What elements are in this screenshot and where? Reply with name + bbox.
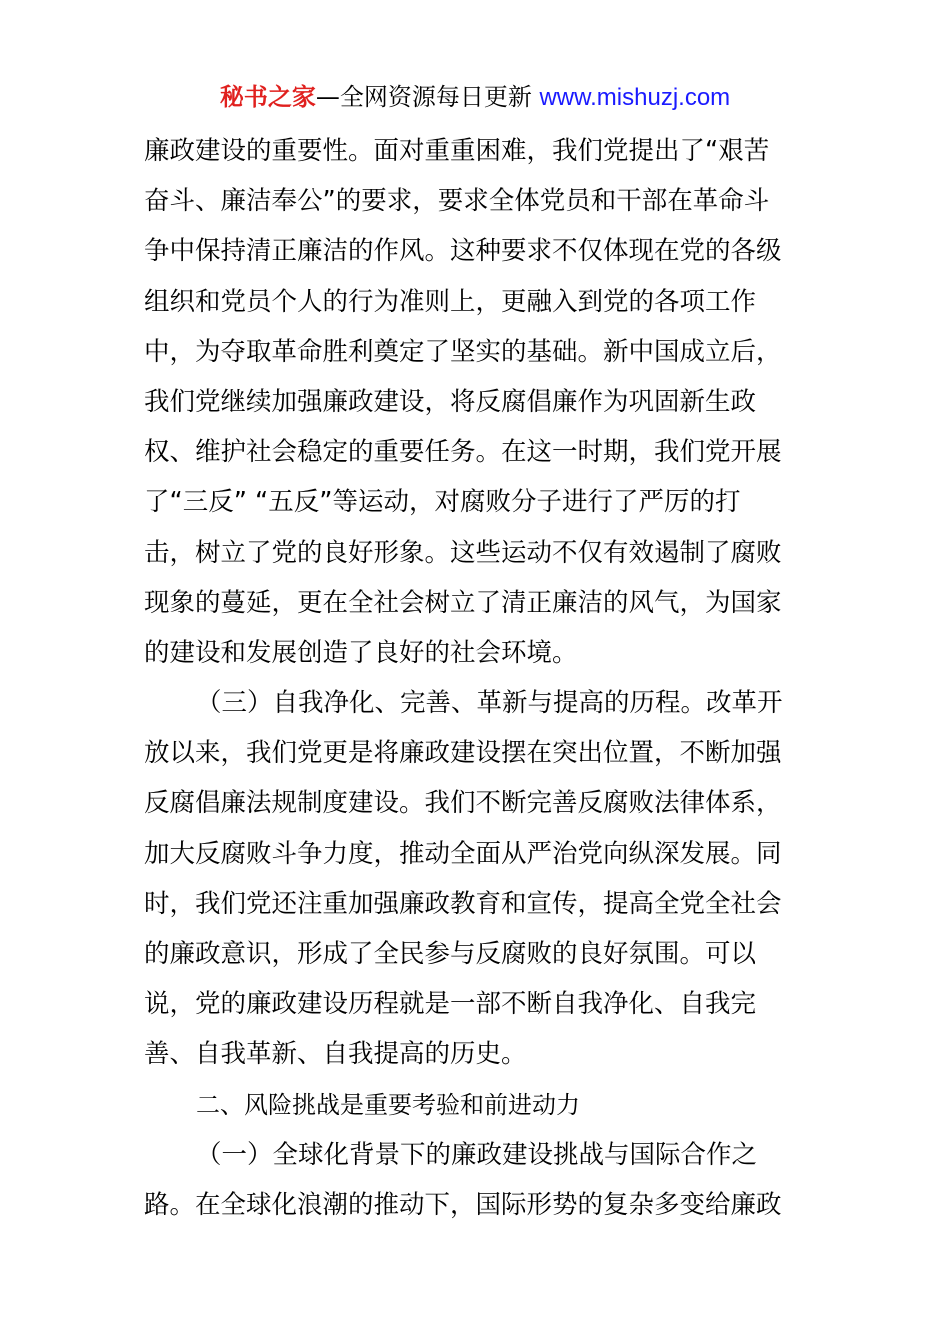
text-line: 时，我们党还注重加强廉政教育和宣传，提高全党全社会: [144, 888, 782, 919]
text-line: 我们党继续加强廉政建设，将反腐倡廉作为巩固新生政: [144, 386, 757, 417]
text-line: 击，树立了党的良好形象。这些运动不仅有效遏制了腐败: [144, 537, 782, 568]
text-line: 加大反腐败斗争力度，推动全面从严治党向纵深发展。同: [144, 838, 782, 869]
text-line: 权、维护社会稳定的重要任务。在这一时期，我们党开展: [144, 437, 782, 468]
text-line: 争中保持清正廉洁的作风。这种要求不仅体现在党的各级: [144, 236, 782, 267]
paragraph-start-line: （一）全球化背景下的廉政建设挑战与国际合作之: [196, 1139, 758, 1170]
site-brand: 秘书之家: [219, 83, 316, 111]
text-line: 说，党的廉政建设历程就是一部不断自我净化、自我完: [144, 989, 757, 1020]
text-line: 放以来，我们党更是将廉政建设摆在突出位置，不断加强: [144, 738, 782, 769]
text-line: 的廉政意识，形成了全民参与反腐败的良好氛围。可以: [144, 939, 757, 969]
document-body: [144, 126, 814, 1230]
text-line: 善、自我革新、自我提高的历史。: [144, 1039, 527, 1070]
site-tagline: —全网资源每日更新: [315, 83, 540, 111]
paragraph-start-line: （三）自我净化、完善、革新与提高的历程。改革开: [196, 688, 783, 719]
text-line: 奋斗、廉洁奉公”的要求，要求全体党员和干部在革命斗: [144, 186, 770, 217]
text-line: 反腐倡廉法规制度建设。我们不断完善反腐败法律体系，: [144, 788, 782, 819]
text-line: 了“三反” “五反”等运动，对腐败分子进行了严厉的打: [144, 487, 741, 518]
text-line: 路。在全球化浪潮的推动下，国际形势的复杂多变给廉政: [144, 1189, 782, 1220]
site-url[interactable]: www.mishuzj.com: [539, 84, 731, 111]
text-line: 现象的蔓延，更在全社会树立了清正廉洁的风气，为国家: [144, 587, 782, 618]
text-line: 中，为夺取革命胜利奠定了坚实的基础。新中国成立后，: [144, 336, 782, 367]
section-heading: 二、风险挑战是重要考验和前进动力: [196, 1090, 580, 1119]
site-header: [0, 80, 950, 115]
text-line: 的建设和发展创造了良好的社会环境。: [144, 637, 578, 668]
text-line: 组织和党员个人的行为准则上，更融入到党的各项工作: [144, 286, 757, 317]
text-line: 廉政建设的重要性。面对重重困难，我们党提出了“艰苦: [144, 136, 770, 166]
